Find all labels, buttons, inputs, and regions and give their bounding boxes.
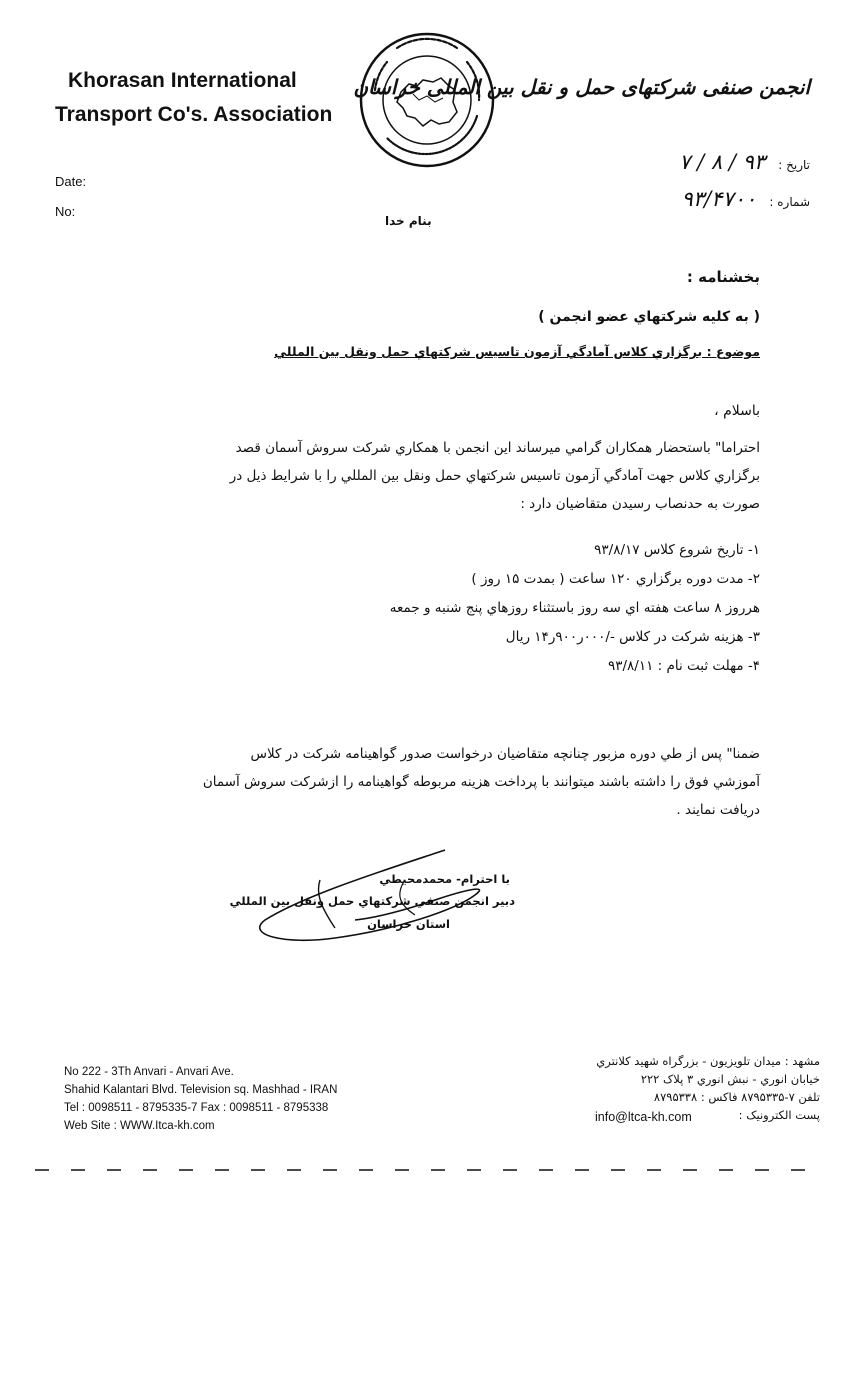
footer-address-en [64, 1063, 337, 1135]
paragraph-2 [80, 740, 760, 824]
condition-item: ۲- مدت دوره برگزاري ۱۲۰ ساعت ( بمدت ۱۵ روز ) [471, 571, 760, 587]
recipients: ( به کلیه شرکتهاي عضو انجمن ) [538, 309, 760, 325]
footer-fa-line: پست الکترونيک : [738, 1108, 820, 1122]
association-seal [357, 30, 497, 170]
footer-en-line: Web Site : WWW.Itca-kh.com [64, 1120, 215, 1132]
date-line [560, 150, 810, 174]
number-label-en: No: [55, 204, 76, 219]
condition-item: هرروز ۸ ساعت هفته اي سه روز باستثناء روزهاي پنج شنبه و جمعه [389, 600, 760, 616]
paragraph-2-line: ضمنا" پس از طي دوره مزبور چنانچه متقاضيان درخواست صدور گواهينامه شرکت در کلاس [250, 746, 760, 762]
footer-en-line: No 222 - 3Th Anvari - Anvari Ave. [64, 1066, 234, 1078]
paragraph-1-line: برگزاري کلاس جهت آمادگي آزمون تاسيس شرکتهاي حمل ونقل بين المللي را با شرايط ذيل در [229, 468, 760, 484]
signature-line: استان خراسان [367, 917, 450, 931]
date-label-en: Date: [55, 174, 87, 189]
signature-block [225, 840, 545, 950]
seal-emblem-icon [357, 30, 497, 170]
number-label-fa: شماره : [769, 195, 810, 209]
paragraph-1-line: احتراما" باستحضار همکاران گرامي ميرساند اين انجمن با همکاري شرکت سروش آسمان قصد [235, 440, 760, 456]
signature-line: دبير انجمن صنفي شرکتهاي حمل ونقل بين المللي [229, 894, 515, 908]
paragraph-1 [80, 434, 760, 518]
invocation: بنام خدا [385, 214, 432, 228]
greeting: باسلام ، [714, 403, 760, 419]
footer-en-line: Tel : 0098511 - 8795335-7 Fax : 0098511 - 8795338 [64, 1102, 329, 1114]
paragraph-1-line: صورت به حدنصاب رسيدن متقاضيان دارد : [520, 496, 760, 512]
paragraph-2-line: آموزشي فوق را داشته باشند ميتوانند با پرداخت هزينه مربوطه گواهينامه را ازشرکت سروش آسمان [202, 774, 760, 790]
subject: موضوع : برگزاري کلاس آمادگي آزمون تاسیس شرکتهاي حمل ونقل بین المللي [274, 344, 760, 359]
circular-title: بخشنامه : [686, 268, 760, 286]
conditions-list [80, 536, 760, 681]
condition-item: ۴- مهلت ثبت نام : ۹۳/۸/۱۱ [608, 658, 760, 674]
org-name-en-line1: Khorasan International [68, 69, 297, 92]
date-value: ۹۳ / ۸ / ۷ [679, 150, 766, 174]
footer-fa-line: خيابان انوري - نبش انوري ۳ پلاک ۲۲۲ [640, 1072, 820, 1086]
condition-item: ۱- تاريخ شروع کلاس ۹۳/۸/۱۷ [594, 542, 760, 558]
footer-fa-line: تلفن ۷-۸۷۹۵۳۳۵ فاکس : ۸۷۹۵۳۳۸ [653, 1090, 820, 1104]
org-name-en-line2: Transport Co's. Association [55, 103, 333, 126]
scan-edge-divider [0, 1160, 850, 1180]
paragraph-2-line: دريافت نمايند . [676, 802, 760, 818]
footer-en-line: Shahid Kalantari Blvd. Television sq. Mashhad - IRAN [64, 1084, 338, 1096]
date-label-fa: تاریخ : [778, 158, 810, 172]
footer-fa-line: مشهد : ميدان تلويزيون - بزرگراه شهيد کلانتري [596, 1054, 820, 1068]
condition-item: ۳- هزينه شرکت در کلاس -/۰۰۰ر۹۰۰ر۱۴ ريال [505, 629, 760, 645]
signature-line: با احترام- محمدمحيطي [379, 872, 510, 886]
number-value: ۹۳/۴۷۰۰ [681, 187, 757, 211]
footer-email[interactable]: info@ltca-kh.com [595, 1110, 692, 1124]
org-name-fa: انجمن صنفی شرکتهای حمل و نقل بین المللی خراسان [353, 75, 810, 99]
number-line [560, 187, 810, 211]
